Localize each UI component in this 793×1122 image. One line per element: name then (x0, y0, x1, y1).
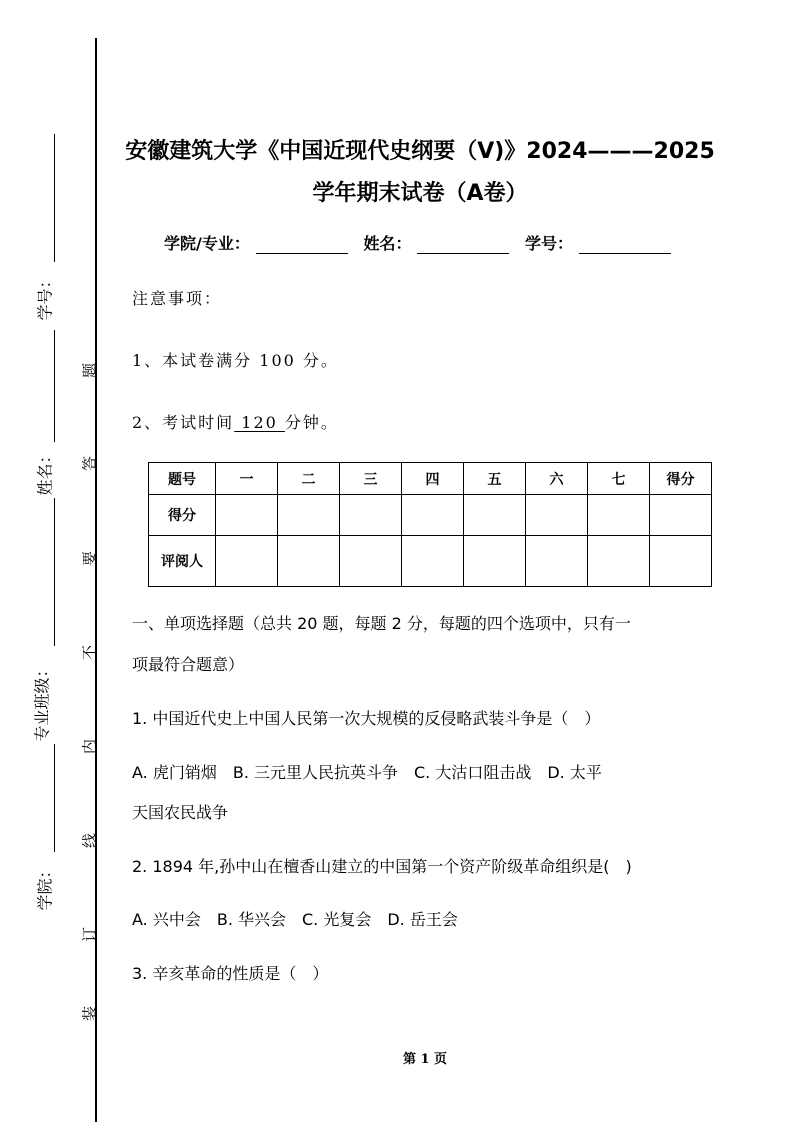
header-cell: 二 (278, 463, 340, 495)
header-cell: 七 (588, 463, 650, 495)
exam-title-line2: 学年期末试卷（A卷） (312, 181, 528, 206)
section-heading-line1: 一、单项选择题（总共 20 题，每题 2 分，每题的四个选项中，只有一 (132, 614, 631, 633)
score-table-header (149, 463, 712, 495)
reviewer-cell[interactable] (526, 536, 588, 587)
note-item-1: 1、本试卷满分 100 分。 (132, 351, 339, 370)
section-heading-line2: 项最符合题意） (132, 655, 245, 674)
header-cell: 得分 (650, 463, 712, 495)
reviewer-cell[interactable] (340, 536, 402, 587)
question-1-options-cont: 天国农民战争 (132, 803, 229, 822)
score-cell[interactable] (340, 495, 402, 536)
row-label: 评阅人 (149, 536, 216, 587)
question-3-stem: 3. 辛亥革命的性质是（ ） (132, 964, 329, 983)
question-1-options: A. 虎门销烟 B. 三元里人民抗英斗争 C. 大沽口阻击战 D. 太平 (132, 763, 602, 782)
table-row (149, 536, 712, 587)
question-1-stem: 1. 中国近代史上中国人民第一次大规模的反侵略武装斗争是（ ） (132, 709, 601, 728)
exam-title-line1: 安徽建筑大学《中国近现代史纲要（V)》2024———2025 (125, 139, 715, 164)
score-cell[interactable] (650, 495, 712, 536)
name-field[interactable] (417, 237, 509, 254)
reviewer-cell[interactable] (464, 536, 526, 587)
seal-char: 不 (80, 645, 99, 661)
score-table (148, 462, 712, 587)
seal-char: 订 (80, 927, 99, 943)
question-2-stem: 2. 1894 年,孙中山在檀香山建立的中国第一个资产阶级革命组织是( ) (132, 857, 632, 876)
page-number: 第 1 页 (402, 1052, 448, 1067)
note-item-2 (132, 410, 339, 433)
reviewer-cell[interactable] (216, 536, 278, 587)
name-label: 姓名： (35, 447, 55, 496)
header-cell: 五 (464, 463, 526, 495)
header-cell: 三 (340, 463, 402, 495)
binding-line-segment (54, 330, 55, 442)
reviewer-cell[interactable] (402, 536, 464, 587)
binding-line-segment (54, 498, 55, 646)
exam-duration-value: 120 (234, 413, 285, 432)
id-field-label: 学号： (525, 234, 574, 253)
score-cell[interactable] (588, 495, 650, 536)
student-id-label: 学号： (35, 272, 55, 321)
student-id-field[interactable] (579, 237, 671, 254)
note-item-2-prefix: 2、考试时间 (132, 413, 235, 432)
header-cell: 一 (216, 463, 278, 495)
seal-char: 内 (80, 739, 99, 755)
reviewer-cell[interactable] (278, 536, 340, 587)
seal-char: 答 (80, 456, 99, 472)
score-cell[interactable] (464, 495, 526, 536)
seal-char: 线 (80, 833, 99, 849)
table-row (149, 495, 712, 536)
binding-line-segment (54, 744, 55, 852)
college-major-label: 学院/专业： (164, 234, 250, 253)
row-label: 得分 (149, 495, 216, 536)
header-cell: 四 (402, 463, 464, 495)
header-cell: 六 (526, 463, 588, 495)
score-cell[interactable] (402, 495, 464, 536)
note-item-2-suffix: 分钟。 (284, 413, 339, 432)
notes-heading: 注意事项： (132, 289, 223, 308)
seal-char: 装 (80, 1006, 99, 1022)
college-label: 学院： (35, 862, 55, 911)
score-cell[interactable] (216, 495, 278, 536)
score-cell[interactable] (526, 495, 588, 536)
reviewer-cell[interactable] (650, 536, 712, 587)
header-cell: 题号 (149, 463, 216, 495)
score-cell[interactable] (278, 495, 340, 536)
student-info-line (164, 231, 681, 254)
college-major-field[interactable] (256, 237, 348, 254)
major-class-label: 专业班级： (32, 661, 52, 742)
question-2-options: A. 兴中会 B. 华兴会 C. 光复会 D. 岳王会 (132, 910, 458, 929)
name-field-label: 姓名： (363, 234, 412, 253)
seal-char: 题 (80, 363, 99, 379)
reviewer-cell[interactable] (588, 536, 650, 587)
seal-char: 要 (80, 551, 99, 567)
